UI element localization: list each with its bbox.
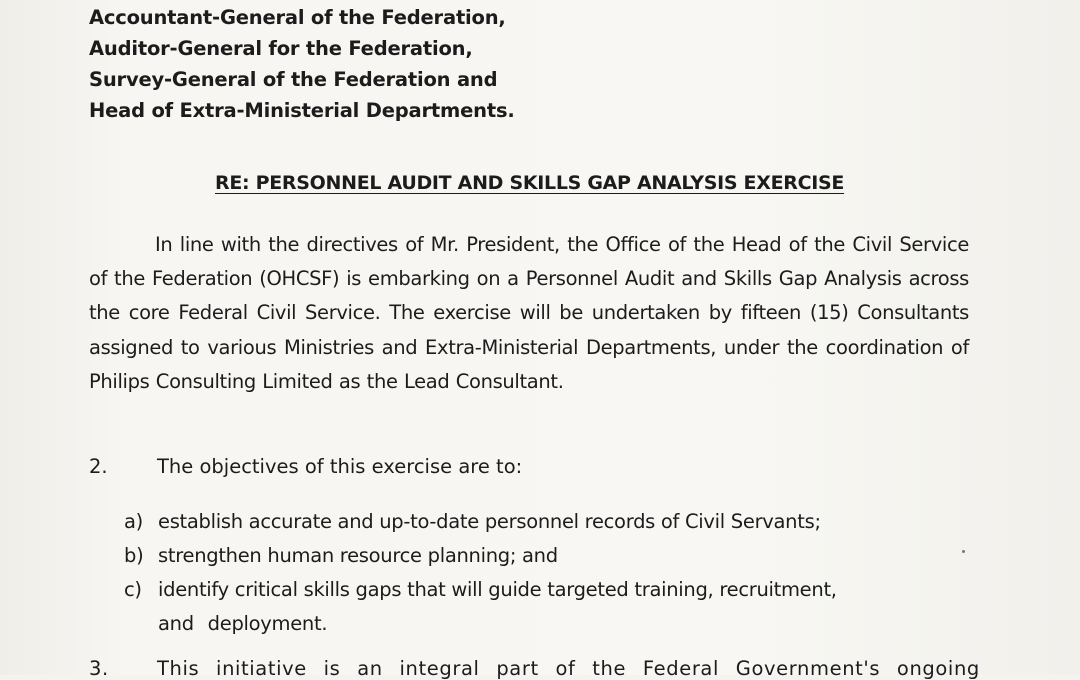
list-item-text: strengthen human resource planning; and — [158, 544, 558, 567]
paragraph-text: This initiative is an integral part of the Federal Government's ongoing — [157, 657, 980, 680]
addressee-line: Head of Extra-Ministerial Departments. — [89, 99, 515, 122]
paragraph-1: In line with the directives of Mr. President, the Office of the Head of the Civil Service of the Federation (OHCSF) is embarking on a Personnel Audit and Skills Gap Analysis across the core Federal Civil Service. The exercise will be undertaken by fifteen (15) Consultants assigned to various Ministries and Extra-Ministerial Departments, under the coordination of Philips Consulting Limited as the Lead Consultant. — [89, 233, 969, 393]
list-marker: c) — [124, 578, 142, 601]
list-marker: a) — [124, 510, 143, 533]
list-item — [124, 573, 837, 607]
speck-mark — [962, 550, 965, 553]
addressee-line: Accountant-General of the Federation, — [89, 6, 506, 29]
addressee-line: Auditor-General for the Federation, — [89, 37, 473, 60]
subject-heading: RE: PERSONNEL AUDIT AND SKILLS GAP ANALYSIS EXERCISE — [215, 172, 845, 194]
list-marker: b) — [124, 544, 144, 567]
list-item-text: establish accurate and up-to-date personnel records of Civil Servants; — [158, 510, 821, 533]
paragraph-number: 3. — [89, 657, 109, 680]
paragraph-number: 2. — [89, 455, 108, 478]
list-item-continuation: and deployment. — [158, 612, 328, 635]
list-item — [124, 505, 837, 539]
addressee-line: Survey-General of the Federation and — [89, 68, 498, 91]
objectives-list — [124, 505, 837, 641]
list-item-text: identify critical skills gaps that will guide targeted training, recruitment, — [158, 578, 837, 601]
paragraph-text: The objectives of this exercise are to: — [157, 455, 523, 478]
addressee-block — [89, 2, 515, 126]
paragraph-3 — [89, 657, 980, 680]
paragraph-2 — [89, 455, 522, 478]
list-item — [124, 539, 837, 573]
